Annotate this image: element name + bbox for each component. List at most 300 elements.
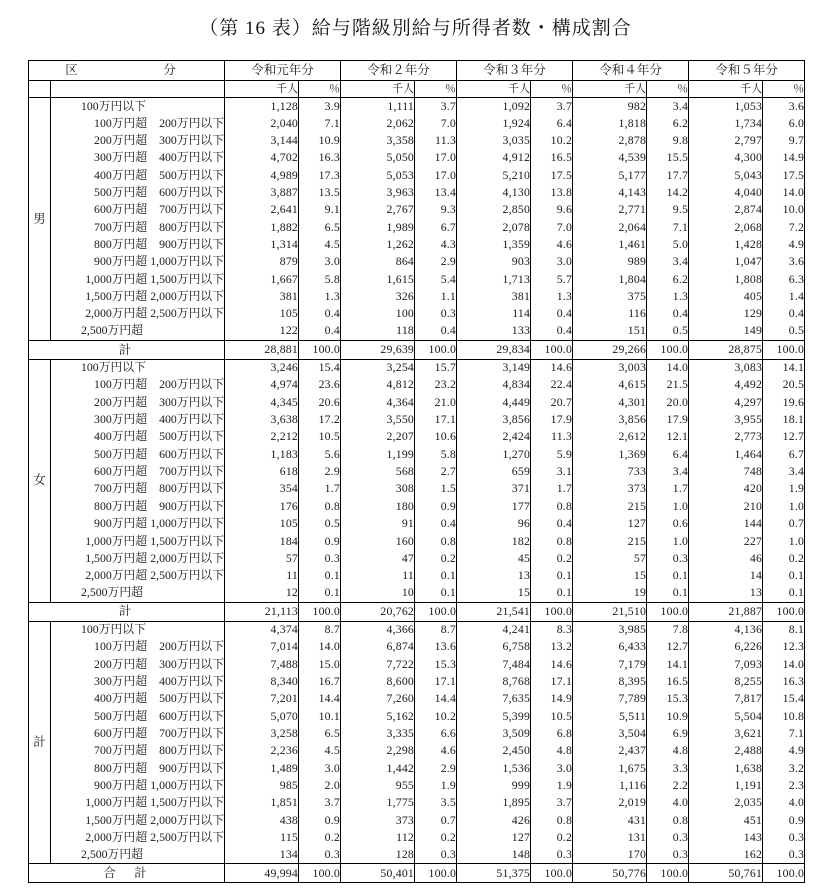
value-count: 160 bbox=[341, 533, 415, 550]
subtotal-label: 計 bbox=[29, 602, 225, 621]
value-count: 864 bbox=[341, 254, 415, 271]
value-percent: 0.8 bbox=[415, 533, 457, 550]
value-percent: 17.0 bbox=[415, 150, 457, 167]
value-count: 5,399 bbox=[457, 708, 531, 725]
table-body bbox=[29, 98, 805, 883]
value-count: 1,882 bbox=[225, 219, 299, 236]
value-percent: 0.7 bbox=[763, 515, 805, 532]
value-percent: 0.7 bbox=[415, 812, 457, 829]
value-percent: 10.2 bbox=[531, 132, 573, 149]
value-count: 2,207 bbox=[341, 429, 415, 446]
value-percent: 13.2 bbox=[531, 638, 573, 655]
value-count: 326 bbox=[341, 288, 415, 305]
value-percent: 6.4 bbox=[647, 446, 689, 463]
value-percent: 0.2 bbox=[299, 829, 341, 846]
value-count: 2,062 bbox=[341, 115, 415, 132]
value-percent: 0.6 bbox=[647, 515, 689, 532]
value-count: 4,300 bbox=[689, 150, 763, 167]
value-percent: 14.9 bbox=[763, 150, 805, 167]
value-count: 2,767 bbox=[341, 202, 415, 219]
value-percent: 0.3 bbox=[763, 847, 805, 864]
value-count: 13 bbox=[457, 567, 531, 584]
value-percent: 15.0 bbox=[299, 656, 341, 673]
grand-total-label: 合 計 bbox=[29, 864, 225, 883]
table-row bbox=[29, 498, 805, 515]
value-count: 47 bbox=[341, 550, 415, 567]
value-percent: 14.4 bbox=[299, 691, 341, 708]
value-percent: 0.2 bbox=[531, 829, 573, 846]
header-row-years bbox=[29, 61, 805, 81]
value-count: 1,675 bbox=[573, 760, 647, 777]
bracket-label: 2,000万円超 2,500万円以下 bbox=[51, 306, 225, 323]
value-percent: 0.1 bbox=[531, 567, 573, 584]
value-percent: 5.0 bbox=[647, 236, 689, 253]
value-count: 903 bbox=[457, 254, 531, 271]
header-unit-pct-1: ％ bbox=[299, 81, 341, 98]
value-count: 1,638 bbox=[689, 760, 763, 777]
value-percent: 0.9 bbox=[415, 498, 457, 515]
value-count: 57 bbox=[225, 550, 299, 567]
value-count: 149 bbox=[689, 323, 763, 340]
value-count: 2,298 bbox=[341, 743, 415, 760]
value-count: 1,053 bbox=[689, 98, 763, 115]
salary-class-table bbox=[28, 60, 805, 883]
bracket-label: 800万円超 900万円以下 bbox=[51, 760, 225, 777]
value-count: 2,437 bbox=[573, 743, 647, 760]
grand-total-row bbox=[29, 864, 805, 883]
value-percent: 2.2 bbox=[647, 777, 689, 794]
value-percent: 0.3 bbox=[647, 550, 689, 567]
header-unit-pct-2: ％ bbox=[415, 81, 457, 98]
value-percent: 0.8 bbox=[531, 498, 573, 515]
bracket-label: 800万円超 900万円以下 bbox=[51, 498, 225, 515]
value-percent: 6.5 bbox=[299, 219, 341, 236]
value-count: 1,442 bbox=[341, 760, 415, 777]
value-count: 11 bbox=[341, 567, 415, 584]
value-percent: 17.5 bbox=[763, 167, 805, 184]
value-count: 618 bbox=[225, 463, 299, 480]
value-percent: 6.2 bbox=[647, 115, 689, 132]
value-percent: 13.6 bbox=[415, 638, 457, 655]
value-count: 2,773 bbox=[689, 429, 763, 446]
value-percent: 13.5 bbox=[299, 184, 341, 201]
value-percent: 0.3 bbox=[415, 847, 457, 864]
value-percent: 3.4 bbox=[647, 463, 689, 480]
value-count: 2,040 bbox=[225, 115, 299, 132]
value-count: 5,177 bbox=[573, 167, 647, 184]
value-percent: 7.1 bbox=[763, 725, 805, 742]
subtotal-label: 計 bbox=[29, 340, 225, 359]
value-count: 2,797 bbox=[689, 132, 763, 149]
table-row bbox=[29, 533, 805, 550]
subtotal-row bbox=[29, 340, 805, 359]
total-count: 28,881 bbox=[225, 340, 299, 359]
value-count: 114 bbox=[457, 306, 531, 323]
value-percent: 11.3 bbox=[531, 429, 573, 446]
value-count: 162 bbox=[689, 847, 763, 864]
value-count: 1,924 bbox=[457, 115, 531, 132]
bracket-label: 400万円超 500万円以下 bbox=[51, 691, 225, 708]
value-percent: 14.6 bbox=[531, 656, 573, 673]
value-count: 4,492 bbox=[689, 377, 763, 394]
value-percent: 1.7 bbox=[299, 481, 341, 498]
bracket-label: 900万円超 1,000万円以下 bbox=[51, 515, 225, 532]
value-percent: 3.1 bbox=[531, 463, 573, 480]
value-percent: 19.6 bbox=[763, 394, 805, 411]
value-percent: 21.5 bbox=[647, 377, 689, 394]
value-count: 1,615 bbox=[341, 271, 415, 288]
value-percent: 0.3 bbox=[531, 847, 573, 864]
total-percent: 100.0 bbox=[531, 340, 573, 359]
value-percent: 7.1 bbox=[647, 219, 689, 236]
value-count: 4,130 bbox=[457, 184, 531, 201]
value-percent: 20.5 bbox=[763, 377, 805, 394]
value-percent: 14.9 bbox=[531, 691, 573, 708]
value-percent: 2.9 bbox=[415, 760, 457, 777]
value-percent: 0.3 bbox=[647, 829, 689, 846]
bracket-label: 2,500万円超 bbox=[51, 585, 225, 602]
value-percent: 9.5 bbox=[647, 202, 689, 219]
table-row bbox=[29, 656, 805, 673]
value-count: 4,974 bbox=[225, 377, 299, 394]
bracket-label: 300万円超 400万円以下 bbox=[51, 150, 225, 167]
value-count: 6,433 bbox=[573, 638, 647, 655]
value-count: 4,812 bbox=[341, 377, 415, 394]
value-percent: 10.9 bbox=[647, 708, 689, 725]
value-percent: 3.7 bbox=[299, 795, 341, 812]
value-percent: 6.2 bbox=[647, 271, 689, 288]
value-percent: 9.8 bbox=[647, 132, 689, 149]
value-count: 3,083 bbox=[689, 359, 763, 376]
value-count: 3,504 bbox=[573, 725, 647, 742]
value-count: 134 bbox=[225, 847, 299, 864]
value-percent: 0.8 bbox=[647, 812, 689, 829]
value-percent: 18.1 bbox=[763, 411, 805, 428]
value-count: 46 bbox=[689, 550, 763, 567]
table-row bbox=[29, 481, 805, 498]
value-percent: 12.7 bbox=[647, 638, 689, 655]
value-percent: 6.7 bbox=[415, 219, 457, 236]
bracket-label: 200万円超 300万円以下 bbox=[51, 656, 225, 673]
value-percent: 17.1 bbox=[415, 673, 457, 690]
value-count: 4,702 bbox=[225, 150, 299, 167]
value-percent: 3.4 bbox=[647, 254, 689, 271]
value-count: 1,818 bbox=[573, 115, 647, 132]
value-count: 1,804 bbox=[573, 271, 647, 288]
value-percent: 17.1 bbox=[415, 411, 457, 428]
value-count: 100 bbox=[341, 306, 415, 323]
value-percent: 13.8 bbox=[531, 184, 573, 201]
table-row bbox=[29, 638, 805, 655]
header-unit-count-5: 千人 bbox=[689, 81, 763, 98]
value-count: 14 bbox=[689, 567, 763, 584]
value-percent: 1.3 bbox=[647, 288, 689, 305]
header-year-3: 令和３年分 bbox=[457, 61, 573, 81]
value-count: 2,035 bbox=[689, 795, 763, 812]
value-count: 3,955 bbox=[689, 411, 763, 428]
value-percent: 0.8 bbox=[299, 498, 341, 515]
value-percent: 4.0 bbox=[763, 795, 805, 812]
header-year-2: 令和２年分 bbox=[341, 61, 457, 81]
bracket-label: 500万円超 600万円以下 bbox=[51, 708, 225, 725]
value-count: 1,270 bbox=[457, 446, 531, 463]
value-percent: 14.0 bbox=[299, 638, 341, 655]
value-count: 144 bbox=[689, 515, 763, 532]
table-row bbox=[29, 673, 805, 690]
value-percent: 20.6 bbox=[299, 394, 341, 411]
total-count: 21,510 bbox=[573, 602, 647, 621]
bracket-label: 2,500万円超 bbox=[51, 323, 225, 340]
value-percent: 0.4 bbox=[415, 515, 457, 532]
value-count: 7,817 bbox=[689, 691, 763, 708]
value-percent: 3.0 bbox=[299, 254, 341, 271]
value-count: 148 bbox=[457, 847, 531, 864]
value-count: 11 bbox=[225, 567, 299, 584]
value-percent: 7.0 bbox=[531, 219, 573, 236]
value-percent: 1.9 bbox=[531, 777, 573, 794]
value-count: 7,488 bbox=[225, 656, 299, 673]
value-percent: 10.2 bbox=[415, 708, 457, 725]
value-count: 3,254 bbox=[341, 359, 415, 376]
value-percent: 10.8 bbox=[763, 708, 805, 725]
value-count: 3,621 bbox=[689, 725, 763, 742]
bracket-label: 1,500万円超 2,000万円以下 bbox=[51, 550, 225, 567]
value-percent: 0.1 bbox=[763, 567, 805, 584]
total-count: 21,887 bbox=[689, 602, 763, 621]
value-percent: 0.4 bbox=[531, 323, 573, 340]
value-count: 112 bbox=[341, 829, 415, 846]
table-row bbox=[29, 132, 805, 149]
table-row bbox=[29, 359, 805, 376]
value-count: 982 bbox=[573, 98, 647, 115]
value-percent: 3.6 bbox=[763, 254, 805, 271]
table-row bbox=[29, 515, 805, 532]
value-count: 2,064 bbox=[573, 219, 647, 236]
value-percent: 0.3 bbox=[647, 847, 689, 864]
value-percent: 11.3 bbox=[415, 132, 457, 149]
value-percent: 15.4 bbox=[299, 359, 341, 376]
table-row bbox=[29, 184, 805, 201]
value-count: 659 bbox=[457, 463, 531, 480]
total-count: 50,776 bbox=[573, 864, 647, 883]
table-row bbox=[29, 829, 805, 846]
value-count: 105 bbox=[225, 306, 299, 323]
value-count: 1,713 bbox=[457, 271, 531, 288]
value-count: 4,136 bbox=[689, 621, 763, 638]
value-percent: 20.0 bbox=[647, 394, 689, 411]
table-row bbox=[29, 288, 805, 305]
value-percent: 8.3 bbox=[531, 621, 573, 638]
value-percent: 10.9 bbox=[299, 132, 341, 149]
value-percent: 16.5 bbox=[531, 150, 573, 167]
value-percent: 7.1 bbox=[299, 115, 341, 132]
value-count: 10 bbox=[341, 585, 415, 602]
value-count: 2,450 bbox=[457, 743, 531, 760]
value-percent: 2.0 bbox=[299, 777, 341, 794]
value-percent: 1.0 bbox=[647, 498, 689, 515]
table-row bbox=[29, 254, 805, 271]
table-row bbox=[29, 167, 805, 184]
value-count: 3,246 bbox=[225, 359, 299, 376]
value-count: 3,509 bbox=[457, 725, 531, 742]
value-percent: 0.5 bbox=[647, 323, 689, 340]
value-count: 6,874 bbox=[341, 638, 415, 655]
bracket-label: 2,000万円超 2,500万円以下 bbox=[51, 829, 225, 846]
value-count: 2,019 bbox=[573, 795, 647, 812]
value-count: 1,775 bbox=[341, 795, 415, 812]
value-count: 2,850 bbox=[457, 202, 531, 219]
value-percent: 3.6 bbox=[763, 98, 805, 115]
bracket-label: 300万円超 400万円以下 bbox=[51, 411, 225, 428]
value-count: 118 bbox=[341, 323, 415, 340]
value-percent: 6.7 bbox=[763, 446, 805, 463]
value-count: 2,771 bbox=[573, 202, 647, 219]
value-count: 2,874 bbox=[689, 202, 763, 219]
value-percent: 0.9 bbox=[763, 812, 805, 829]
total-percent: 100.0 bbox=[415, 602, 457, 621]
value-percent: 4.6 bbox=[531, 236, 573, 253]
value-percent: 6.0 bbox=[763, 115, 805, 132]
value-count: 3,887 bbox=[225, 184, 299, 201]
value-percent: 0.8 bbox=[531, 533, 573, 550]
total-percent: 100.0 bbox=[763, 864, 805, 883]
value-percent: 0.3 bbox=[763, 829, 805, 846]
value-count: 3,638 bbox=[225, 411, 299, 428]
value-count: 8,600 bbox=[341, 673, 415, 690]
value-count: 96 bbox=[457, 515, 531, 532]
value-percent: 20.7 bbox=[531, 394, 573, 411]
bracket-label: 1,000万円超 1,500万円以下 bbox=[51, 795, 225, 812]
value-count: 5,511 bbox=[573, 708, 647, 725]
value-count: 999 bbox=[457, 777, 531, 794]
value-percent: 3.2 bbox=[763, 760, 805, 777]
total-percent: 100.0 bbox=[763, 340, 805, 359]
value-count: 6,226 bbox=[689, 638, 763, 655]
value-count: 1,895 bbox=[457, 795, 531, 812]
table-row bbox=[29, 323, 805, 340]
value-count: 4,539 bbox=[573, 150, 647, 167]
table-row bbox=[29, 567, 805, 584]
bracket-label: 600万円超 700万円以下 bbox=[51, 725, 225, 742]
total-percent: 100.0 bbox=[647, 340, 689, 359]
bracket-label: 100万円以下 bbox=[51, 359, 225, 376]
bracket-label: 100万円以下 bbox=[51, 98, 225, 115]
total-percent: 100.0 bbox=[415, 864, 457, 883]
value-percent: 1.0 bbox=[647, 533, 689, 550]
value-count: 5,043 bbox=[689, 167, 763, 184]
value-percent: 0.5 bbox=[763, 323, 805, 340]
table-row bbox=[29, 760, 805, 777]
total-count: 29,266 bbox=[573, 340, 647, 359]
value-count: 8,395 bbox=[573, 673, 647, 690]
value-count: 2,424 bbox=[457, 429, 531, 446]
value-percent: 6.6 bbox=[415, 725, 457, 742]
value-percent: 0.8 bbox=[531, 812, 573, 829]
value-percent: 2.3 bbox=[763, 777, 805, 794]
value-percent: 1.4 bbox=[763, 288, 805, 305]
value-percent: 12.7 bbox=[763, 429, 805, 446]
value-count: 955 bbox=[341, 777, 415, 794]
value-percent: 4.6 bbox=[415, 743, 457, 760]
value-count: 2,878 bbox=[573, 132, 647, 149]
value-percent: 4.9 bbox=[763, 743, 805, 760]
bracket-label: 200万円超 300万円以下 bbox=[51, 132, 225, 149]
value-percent: 17.9 bbox=[531, 411, 573, 428]
value-percent: 8.7 bbox=[299, 621, 341, 638]
value-percent: 0.1 bbox=[763, 585, 805, 602]
value-count: 128 bbox=[341, 847, 415, 864]
value-count: 371 bbox=[457, 481, 531, 498]
value-percent: 12.3 bbox=[763, 638, 805, 655]
value-count: 4,241 bbox=[457, 621, 531, 638]
total-count: 51,375 bbox=[457, 864, 531, 883]
value-percent: 15.5 bbox=[647, 150, 689, 167]
value-percent: 3.4 bbox=[763, 463, 805, 480]
value-percent: 0.4 bbox=[531, 306, 573, 323]
value-percent: 5.4 bbox=[415, 271, 457, 288]
value-percent: 10.6 bbox=[415, 429, 457, 446]
value-percent: 0.3 bbox=[415, 306, 457, 323]
table-row bbox=[29, 271, 805, 288]
table-row bbox=[29, 847, 805, 864]
total-count: 21,541 bbox=[457, 602, 531, 621]
value-count: 7,722 bbox=[341, 656, 415, 673]
value-count: 2,236 bbox=[225, 743, 299, 760]
value-percent: 14.6 bbox=[531, 359, 573, 376]
table-row bbox=[29, 219, 805, 236]
value-count: 2,068 bbox=[689, 219, 763, 236]
value-percent: 5.7 bbox=[531, 271, 573, 288]
value-percent: 0.3 bbox=[299, 847, 341, 864]
value-percent: 3.7 bbox=[415, 98, 457, 115]
value-count: 151 bbox=[573, 323, 647, 340]
table-row bbox=[29, 377, 805, 394]
bracket-label: 500万円超 600万円以下 bbox=[51, 184, 225, 201]
value-percent: 21.0 bbox=[415, 394, 457, 411]
value-percent: 9.1 bbox=[299, 202, 341, 219]
value-count: 7,179 bbox=[573, 656, 647, 673]
total-percent: 100.0 bbox=[299, 602, 341, 621]
value-count: 15 bbox=[457, 585, 531, 602]
value-count: 170 bbox=[573, 847, 647, 864]
value-count: 2,488 bbox=[689, 743, 763, 760]
table-row bbox=[29, 202, 805, 219]
value-count: 13 bbox=[689, 585, 763, 602]
value-percent: 1.7 bbox=[531, 481, 573, 498]
value-percent: 0.4 bbox=[531, 515, 573, 532]
value-count: 1,191 bbox=[689, 777, 763, 794]
value-percent: 3.3 bbox=[647, 760, 689, 777]
value-percent: 17.3 bbox=[299, 167, 341, 184]
value-percent: 1.9 bbox=[763, 481, 805, 498]
value-percent: 0.1 bbox=[415, 567, 457, 584]
value-count: 381 bbox=[225, 288, 299, 305]
value-percent: 1.7 bbox=[647, 481, 689, 498]
total-percent: 100.0 bbox=[647, 864, 689, 883]
header-unit-count-1: 千人 bbox=[225, 81, 299, 98]
value-count: 5,053 bbox=[341, 167, 415, 184]
value-percent: 17.2 bbox=[299, 411, 341, 428]
bracket-label: 900万円超 1,000万円以下 bbox=[51, 777, 225, 794]
total-percent: 100.0 bbox=[415, 340, 457, 359]
value-count: 1,808 bbox=[689, 271, 763, 288]
value-percent: 12.1 bbox=[647, 429, 689, 446]
value-percent: 4.0 bbox=[647, 795, 689, 812]
value-count: 116 bbox=[573, 306, 647, 323]
value-count: 4,364 bbox=[341, 394, 415, 411]
value-percent: 2.9 bbox=[299, 463, 341, 480]
value-percent: 0.4 bbox=[763, 306, 805, 323]
